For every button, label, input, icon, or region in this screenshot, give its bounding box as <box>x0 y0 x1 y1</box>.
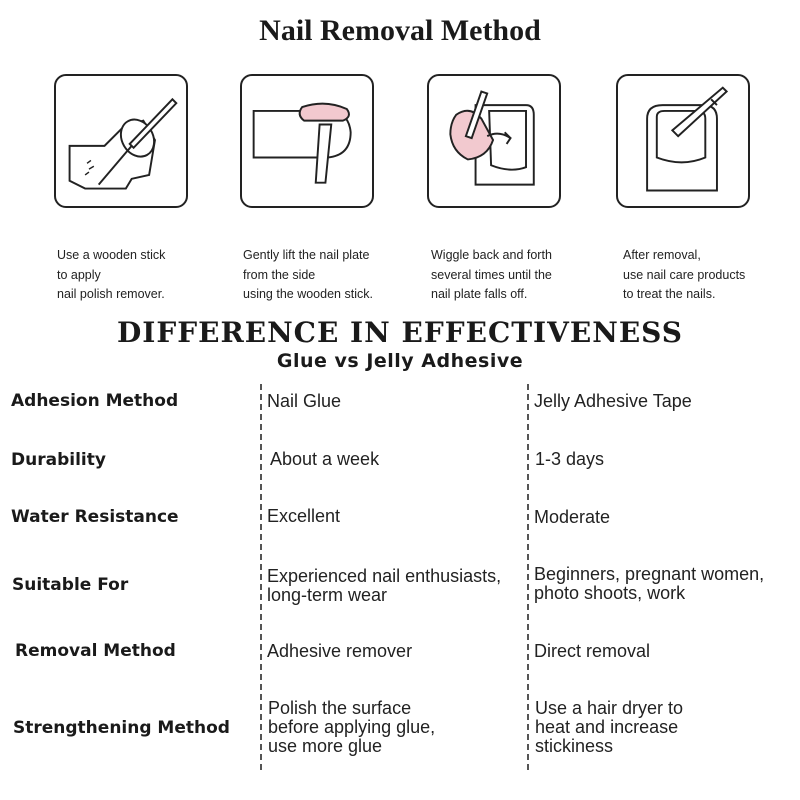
comparison-subheading: Glue vs Jelly Adhesive <box>276 350 524 372</box>
row-label-adhesion-method: Adhesion Method <box>11 391 179 411</box>
jelly-removal-method: Direct removal <box>534 641 651 661</box>
glue-removal-method: Adhesive remover <box>267 641 413 661</box>
row-label-strengthening-method: Strengthening Method <box>13 718 230 738</box>
row-label-water-resistance: Water Resistance <box>11 507 179 527</box>
row-label-durability: Durability <box>11 450 106 470</box>
row-label-suitable-for: Suitable For <box>12 575 129 595</box>
jelly-durability: 1-3 days <box>535 449 605 469</box>
nail-care-icon <box>616 74 750 208</box>
lift-nail-plate-icon <box>240 74 374 208</box>
column-divider-glue <box>260 384 262 770</box>
glue-adhesion-method: Nail Glue <box>267 391 342 411</box>
row-label-removal-method: Removal Method <box>15 641 176 661</box>
step-4-text: After removal, use nail care products to treat the nails. <box>623 248 746 301</box>
jelly-water-resistance: Moderate <box>534 507 611 527</box>
jelly-adhesion-method: Jelly Adhesive Tape <box>534 391 692 411</box>
step-3-text: Wiggle back and forth several times until the nail plate falls off. <box>431 248 552 301</box>
jelly-strengthening-method: Use a hair dryer to heat and increase stickiness <box>535 698 684 756</box>
page-title: Nail Removal Method <box>259 14 541 47</box>
wooden-stick-remover-icon <box>54 74 188 208</box>
step-2-text: Gently lift the nail plate from the side using the wooden stick. <box>243 248 373 301</box>
column-divider-jelly <box>527 384 529 770</box>
glue-water-resistance: Excellent <box>267 506 341 526</box>
step-1-text: Use a wooden stick to apply nail polish remover. <box>57 248 166 301</box>
glue-durability: About a week <box>270 449 380 469</box>
glue-strengthening-method: Polish the surface before applying glue, use more glue <box>268 698 436 756</box>
jelly-suitable-for: Beginners, pregnant women, photo shoots, work <box>534 564 765 603</box>
comparison-heading: DIFFERENCE IN EFFECTIVENESS <box>117 316 683 349</box>
wiggle-nail-icon <box>427 74 561 208</box>
glue-suitable-for: Experienced nail enthusiasts, long-term wear <box>267 566 502 605</box>
